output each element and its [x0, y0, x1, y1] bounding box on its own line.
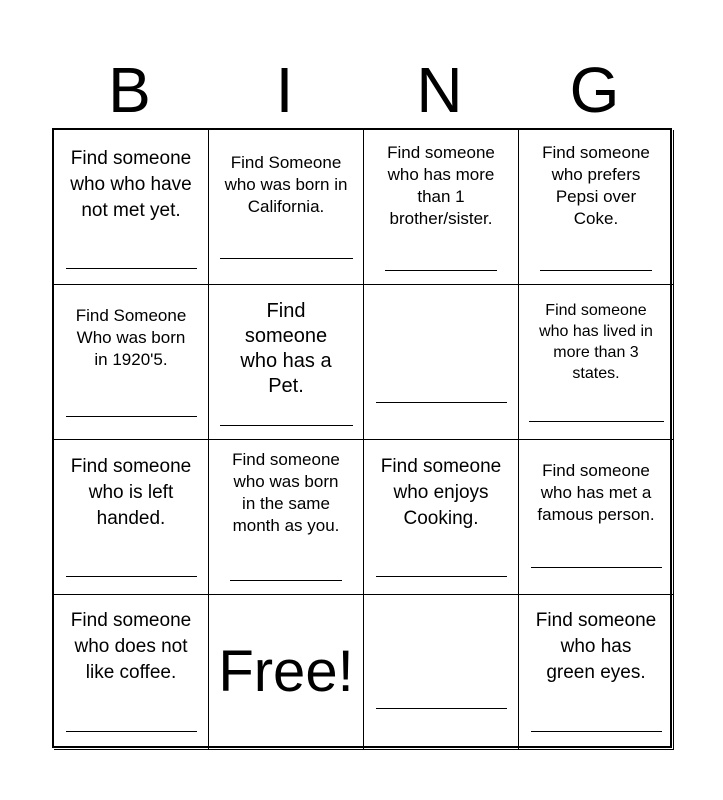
cell-prompt: Find someone who has lived in more than 3 states. — [539, 302, 653, 382]
bingo-cell[interactable] — [54, 130, 209, 285]
bingo-cell[interactable] — [519, 440, 674, 595]
cell-prompt: Find someone who has more than 1 brother/sister. — [387, 143, 495, 228]
bingo-card-grid — [52, 128, 672, 748]
bingo-cell[interactable] — [209, 440, 364, 595]
cell-prompt: Find someone who who have not met yet. — [70, 148, 192, 221]
signature-line — [376, 708, 507, 709]
signature-line — [220, 258, 353, 259]
bingo-cell[interactable] — [364, 285, 519, 440]
signature-line — [540, 270, 652, 271]
cell-prompt: Find someone who has a Pet. — [240, 300, 332, 397]
signature-line — [531, 567, 662, 568]
bingo-cell[interactable] — [364, 440, 519, 595]
header-letter-n: N — [416, 54, 463, 126]
bingo-cell[interactable] — [54, 440, 209, 595]
bingo-cell[interactable] — [209, 285, 364, 440]
cell-prompt: Find someone who prefers Pepsi over Coke. — [542, 143, 650, 228]
signature-line — [66, 416, 197, 417]
header-letter-i: I — [275, 54, 294, 126]
cell-prompt: Find Someone Who was born in 1920'5. — [75, 306, 187, 369]
signature-line — [529, 421, 664, 422]
signature-line — [376, 402, 507, 403]
signature-line — [66, 576, 197, 577]
cell-prompt: Find someone who is left handed. — [70, 456, 192, 529]
signature-line — [531, 731, 662, 732]
free-space-cell[interactable] — [209, 595, 364, 750]
bingo-cell[interactable] — [364, 595, 519, 750]
cell-prompt: Find someone who was born in the same month as you. — [232, 450, 340, 535]
bingo-cell[interactable] — [54, 285, 209, 440]
bingo-cell[interactable] — [519, 595, 674, 750]
cell-prompt: Find someone who has met a famous person. — [537, 461, 655, 524]
signature-line — [220, 425, 353, 426]
signature-line — [376, 576, 507, 577]
bingo-header — [52, 52, 672, 128]
signature-line — [66, 268, 197, 269]
bingo-cell[interactable] — [519, 130, 674, 285]
cell-prompt: Find Someone who was born in California. — [224, 153, 348, 216]
free-space-label: Free! — [218, 639, 354, 704]
header-letter-b: B — [108, 54, 151, 126]
signature-line — [385, 270, 497, 271]
signature-line — [66, 731, 197, 732]
bingo-cell[interactable] — [54, 595, 209, 750]
header-letter-g: G — [569, 54, 620, 126]
cell-prompt: Find someone who does not like coffee. — [70, 610, 192, 683]
cell-prompt: Find someone who has green eyes. — [535, 610, 657, 683]
bingo-cell[interactable] — [209, 130, 364, 285]
bingo-cell[interactable] — [364, 130, 519, 285]
signature-line — [230, 580, 342, 581]
bingo-cell[interactable] — [519, 285, 674, 440]
cell-prompt: Find someone who enjoys Cooking. — [380, 456, 502, 529]
